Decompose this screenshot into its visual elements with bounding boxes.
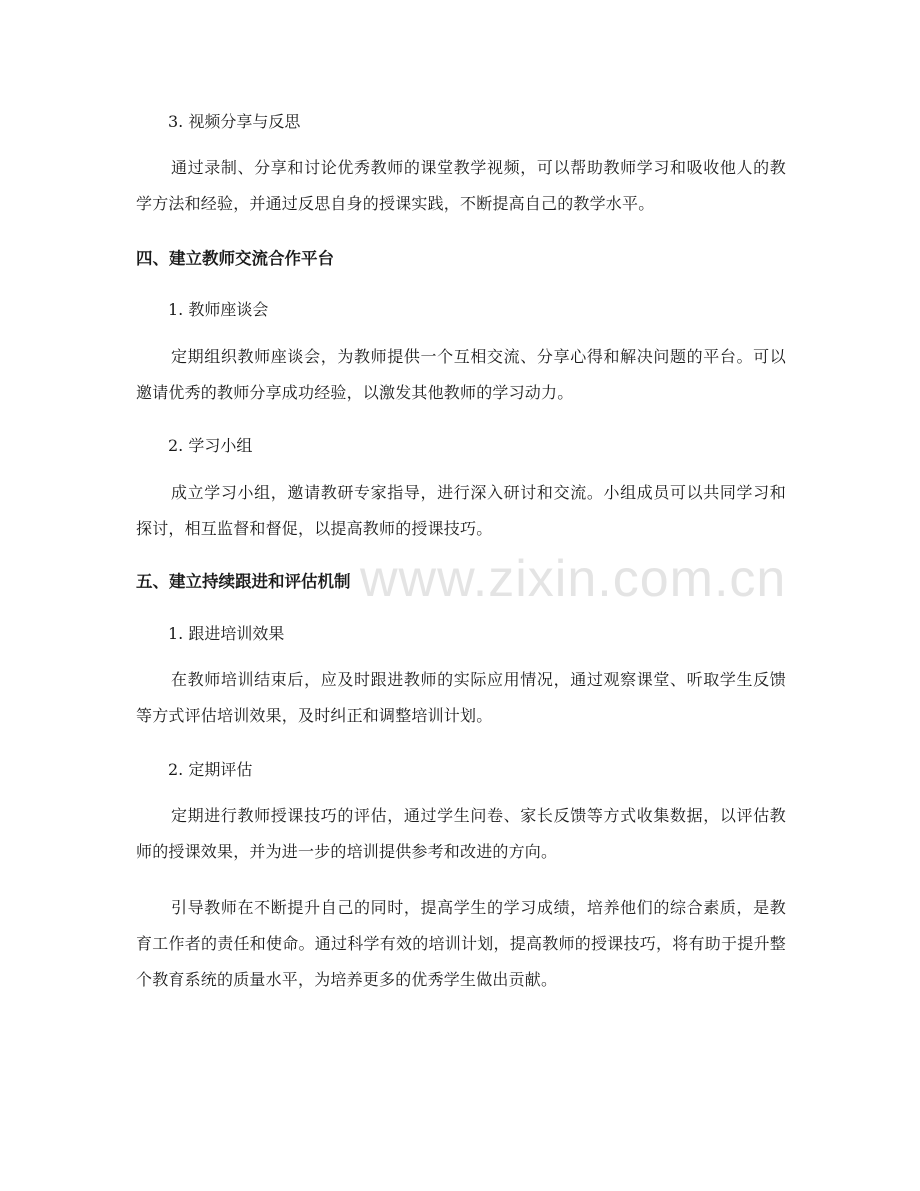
paragraph-follow-up: 在教师培训结束后，应及时跟进教师的实际应用情况，通过观察课堂、听取学生反馈等方式评估培训效果，及时纠正和调整培训计划。 (136, 670, 786, 725)
section-heading-4: 四、建立教师交流合作平台 (136, 249, 334, 268)
item-title-teacher-forum: 1. 教师座谈会 (168, 300, 269, 319)
item-title-study-group: 2. 学习小组 (168, 436, 253, 455)
item-title-video-sharing: 3. 视频分享与反思 (168, 112, 301, 131)
item-title-regular-evaluation: 2. 定期评估 (168, 760, 253, 779)
paragraph-study-group: 成立学习小组，邀请教研专家指导，进行深入研讨和交流。小组成员可以共同学习和探讨，相互监督和督促，以提高教师的授课技巧。 (136, 483, 786, 538)
paragraph-video-sharing: 通过录制、分享和讨论优秀教师的课堂教学视频，可以帮助教师学习和吸收他人的教学方法和经验，并通过反思自身的授课实践，不断提高自己的教学水平。 (136, 158, 786, 213)
item-title-follow-up: 1. 跟进培训效果 (168, 624, 285, 643)
paragraph-regular-evaluation: 定期进行教师授课技巧的评估，通过学生问卷、家长反馈等方式收集数据，以评估教师的授课效果，并为进一步的培训提供参考和改进的方向。 (136, 806, 786, 861)
section-heading-5: 五、建立持续跟进和评估机制 (136, 572, 351, 591)
watermark: www.zixin.com.cn (360, 550, 787, 608)
paragraph-teacher-forum: 定期组织教师座谈会，为教师提供一个互相交流、分享心得和解决问题的平台。可以邀请优秀的教师分享成功经验，以激发其他教师的学习动力。 (136, 347, 786, 402)
paragraph-conclusion: 引导教师在不断提升自己的同时，提高学生的学习成绩，培养他们的综合素质，是教育工作者的责任和使命。通过科学有效的培训计划，提高教师的授课技巧，将有助于提升整个教育系统的质量水平，为培养更多的优秀学生做出贡献。 (136, 898, 786, 989)
